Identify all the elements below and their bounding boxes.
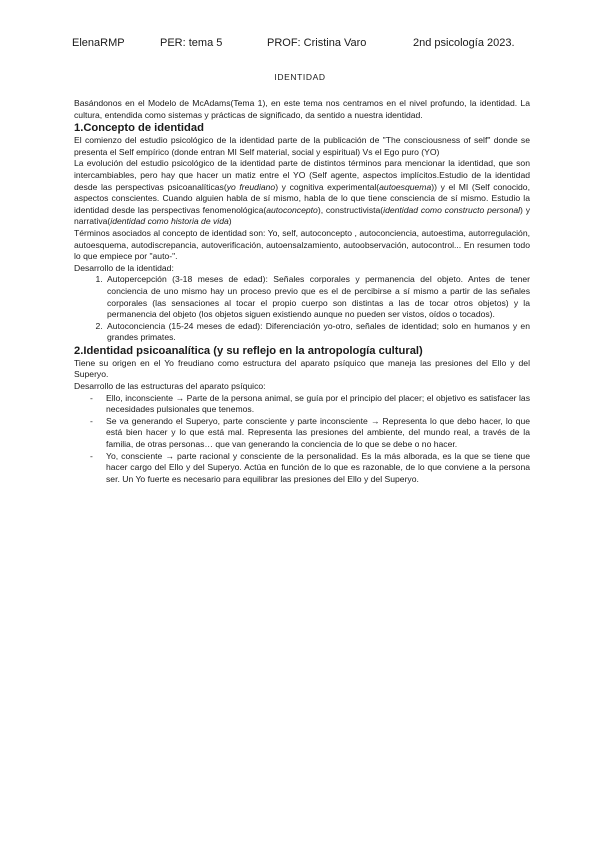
development-list: [74, 274, 530, 344]
structures-list: [74, 393, 530, 486]
intro-paragraph: Basándonos en el Modelo de McAdams(Tema 1), en este tema nos centramos en el nivel profundo, la identidad. La cultura, entendida como sistemas y prácticas de significado, da sentido a nuestra identidad.: [74, 98, 530, 120]
section-1-paragraph-1: El comienzo del estudio psicológico de la identidad parte de la publicación de "The consciousness of self" donde se presenta el Self empírico (donde entran MI Self material, social y espiritual) Vs el Ego puro (YO): [74, 135, 530, 157]
development-label: Desarrollo de la identidad:: [74, 262, 174, 273]
section-2-paragraph-1: Tiene su origen en el Yo freudiano como estructura del aparato psíquico que maneja las presiones del Ello y del Superyo.: [74, 357, 530, 380]
document-body: [74, 98, 530, 485]
header-professor: PROF: Cristina Varo: [267, 37, 367, 49]
header-period: PER: tema 5: [160, 37, 223, 49]
list-item: - Ello, inconsciente → Parte de la persona animal, se guía por el principio del placer; el objetivo es satisfacer las necesidades pulsionales que tenemos.: [74, 393, 530, 416]
list-item: - Yo, consciente → parte racional y consciente de la personalidad. Es la más alborada, es la que se tiene que hacer cargo del Ello y del Superyo. Actúa en función de lo que es razonable, de lo que conviene a la persona ser. Un Yo fuerte es necesario para equilibrar las presiones del Ello y del Superyo.: [74, 451, 530, 486]
section-1-paragraph-2: La evolución del estudio psicológico de la identidad parte de distintos términos para mencionar la identidad, que son intercambiables, pero hay que hacer un matiz entre el YO (Self agente, aspectos implícitos.Estudio de la identidad desde las perspectivas psicoanalíticas(yo freudiano) y cognitiva experimental(autoesquema)) y el MI (Self conocido, aspectos conscientes. Cuando alguien habla de sí mismo, habla de lo que tiene consciencia de sí mismo. Estudio la identidad desde las perspectivas fenomenológica(autoconcepto), constructivista(identidad como constructo personal) y narrativa(identidad como historia de vida): [74, 158, 530, 227]
page-header: [72, 37, 528, 51]
list-item: 2. Autoconciencia (15-24 meses de edad): Diferenciación yo-otro, señales de identidad; solo en humanos y en grandes primates.: [105, 321, 530, 344]
list-item: 1. Autopercepción (3-18 meses de edad): Señales corporales y permanencia del objeto. Antes de tener conciencia de uno mismo hay un proceso previo que es el de percibirse a sí mismo a partir de las señales corporales (las sensaciones al tocar el propio cuerpo son distintas a las de tocar otros objetos) y la permanencia del objeto (los objetos siguen existiendo aunque no pueden ser vistos, oídos o tocados).: [105, 274, 530, 320]
list-item: - Se va generando el Superyo, parte consciente y parte inconsciente → Representa lo que debo hacer, lo que está bien hacer y lo que está mal. Representa las presiones del ambiente, del mundo real, a través de la familia, de otras personas… que van generando la conciencia de lo que se debe o no hacer.: [74, 416, 530, 451]
structures-label: Desarrollo de las estructuras del aparato psíquico:: [74, 381, 266, 392]
section-2-heading: 2.Identidad psicoanalítica (y su reflejo en la antropología cultural): [74, 344, 423, 357]
header-author: ElenaRMP: [72, 37, 125, 49]
section-1-heading: 1.Concepto de identidad: [74, 122, 204, 135]
document-title: IDENTIDAD: [274, 72, 326, 82]
header-course: 2nd psicología 2023.: [413, 37, 515, 49]
section-1-paragraph-3: Términos asociados al concepto de identidad son: Yo, self, autoconcepto , autoconciencia, autoestima, autorregulación, autoesquema, autodiscrepancia, autoverificación, autoensalzamiento, autoobservación, autocontrol... En resumen todo lo que empiece por "auto-".: [74, 227, 530, 262]
